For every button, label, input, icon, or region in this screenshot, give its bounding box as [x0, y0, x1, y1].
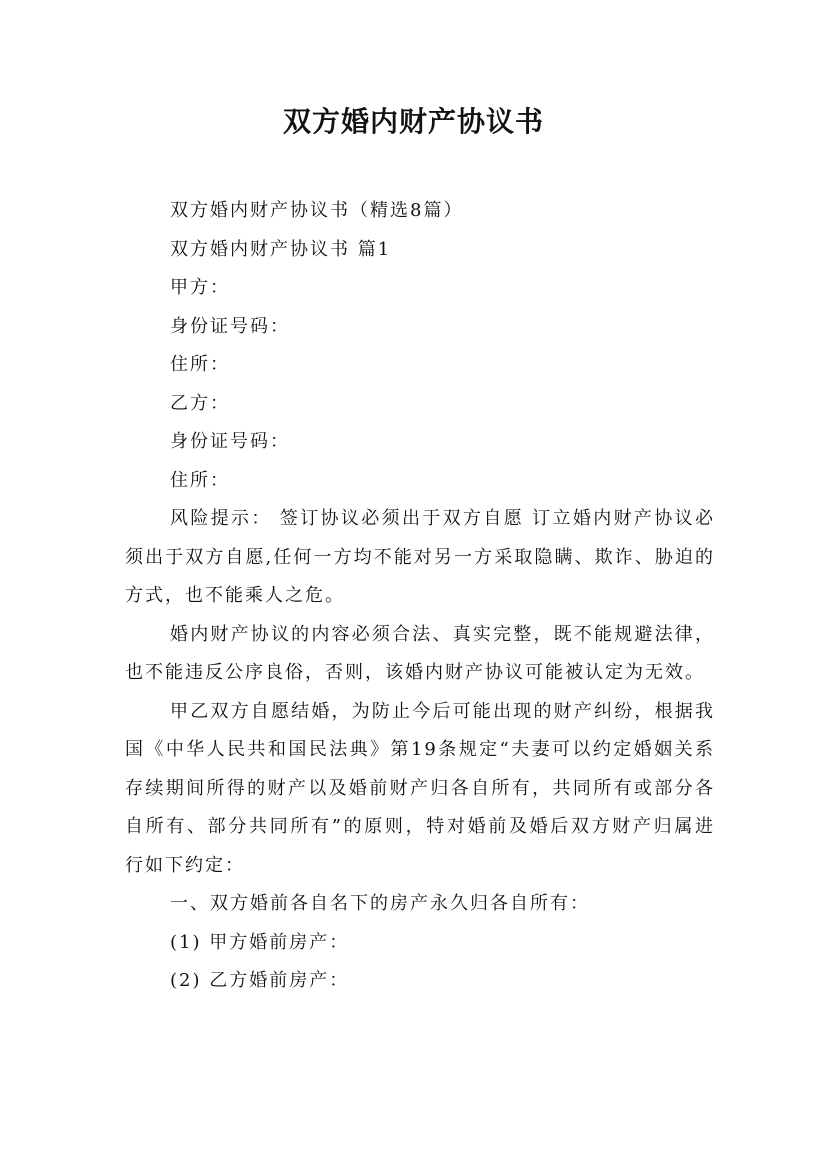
- party-a-label: 甲方：: [170, 277, 230, 298]
- risk-notice-paragraph: 风险提示： 签订协议必须出于双方自愿 订立婚内财产协议必须出于双方自愿,任何一方均不能对另一方采取隐瞒、欺诈、胁迫的方式，也不能乘人之危。: [125, 508, 715, 606]
- document-body: [125, 192, 715, 1001]
- party-a-address-label: 住所：: [170, 354, 230, 375]
- section-heading: 双方婚内财产协议书 篇1: [170, 238, 392, 260]
- clause-one-heading: 一、双方婚前各自名下的房产永久归各自所有：: [170, 893, 590, 914]
- subtitle-paragraph: 双方婚内财产协议书（精选8篇）: [170, 200, 464, 221]
- party-b-address-label: 住所：: [170, 469, 230, 491]
- party-b-id-label: 身份证号码：: [170, 431, 290, 452]
- party-b-label: 乙方：: [170, 392, 230, 414]
- party-a-id-label: 身份证号码：: [170, 315, 290, 337]
- clause-one-item-a: (1) 甲方婚前房产：: [170, 931, 350, 953]
- content-legality-paragraph: 婚内财产协议的内容必须合法、真实完整，既不能规避法律，也不能违反公序良俗，否则，该婚内财产协议可能被认定为无效。: [125, 623, 715, 683]
- document-title: 双方婚内财产协议书: [282, 105, 544, 138]
- clause-one-item-b: (2) 乙方婚前房产：: [170, 970, 350, 991]
- agreement-basis-paragraph: 甲乙双方自愿结婚，为防止今后可能出现的财产纠纷，根据我国《中华人民共和国民法典》第19条规定“夫妻可以约定婚姻关系存续期间所得的财产以及婚前财产归各自所有，共同所有或部分各自所有、部分共同所有”的原则，特对婚前及婚后双方财产归属进行如下约定：: [125, 700, 715, 876]
